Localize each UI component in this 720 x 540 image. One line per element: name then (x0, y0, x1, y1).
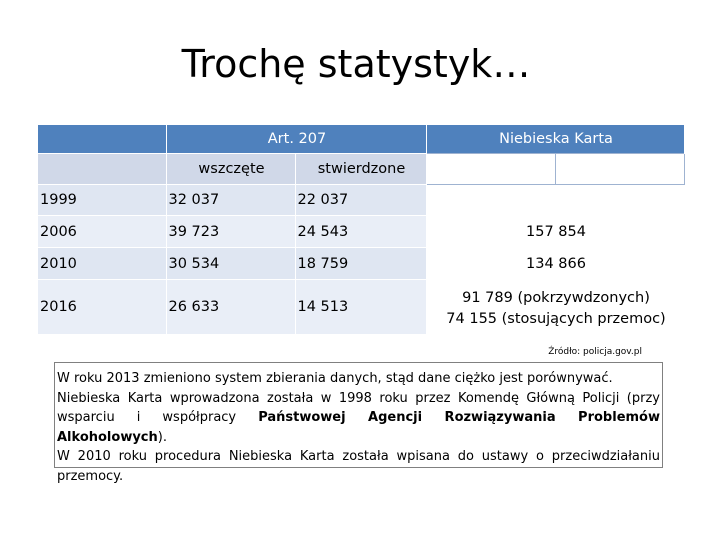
note-text: ). (157, 429, 167, 445)
note-bold-text: Państwowej Agencji Rozwiązywania Problemów Alkoholowych (57, 410, 660, 445)
wszczete-cell: 32 037 (166, 185, 295, 216)
stwierdzone-cell: 18 759 (295, 248, 426, 280)
wszczete-cell: 26 633 (166, 280, 295, 335)
year-cell: 2016 (38, 280, 166, 335)
table-row (38, 216, 684, 248)
niebieska-karta-line: 74 155 (stosujących przemoc) (446, 311, 666, 327)
table-row (38, 280, 684, 335)
note-paragraph: W roku 2013 zmieniono system zbierania danych, stąd dane ciężko jest porównywać. (57, 371, 613, 386)
header-empty-cell (38, 125, 166, 154)
table-row (38, 248, 684, 280)
table-row (38, 185, 684, 216)
niebieska-karta-line: 91 789 (pokrzywdzonych) (462, 290, 650, 306)
subheader-blank-cell (555, 154, 684, 185)
wszczete-cell: 39 723 (166, 216, 295, 248)
table-subheader-row (38, 154, 684, 185)
year-cell: 1999 (38, 185, 166, 216)
wszczete-cell: 30 534 (166, 248, 295, 280)
niebieska-karta-cell (426, 280, 684, 335)
stwierdzone-cell: 22 037 (295, 185, 426, 216)
header-art207: Art. 207 (166, 125, 426, 154)
note-paragraph: W 2010 roku procedura Niebieska Karta została wpisana do ustawy o przeciwdziałaniu przemocy. (57, 449, 660, 484)
niebieska-karta-cell: 157 854 (426, 216, 684, 248)
niebieska-karta-cell (426, 185, 684, 216)
stwierdzone-cell: 24 543 (295, 216, 426, 248)
page-title: Trochę statystyk… (181, 42, 531, 86)
subheader-blank-cell (426, 154, 555, 185)
year-cell: 2006 (38, 216, 166, 248)
statistics-table (38, 125, 685, 334)
stwierdzone-cell: 14 513 (295, 280, 426, 335)
subheader-stwierdzone: stwierdzone (295, 154, 426, 185)
subheader-wszczete: wszczęte (166, 154, 295, 185)
notes-textbox (54, 362, 663, 484)
niebieska-karta-cell: 134 866 (426, 248, 684, 280)
source-note: Źródło: policja.gov.pl (548, 347, 642, 357)
table-header-row (38, 125, 684, 154)
header-niebieska-karta: Niebieska Karta (426, 125, 684, 154)
note-text: Niebieska Karta wprowadzona została w 1998 roku przez Komendę Główną Policji (przy wsparciu i współpracy (57, 390, 660, 426)
subheader-empty-cell (38, 154, 166, 185)
year-cell: 2010 (38, 248, 166, 280)
note-paragraph (57, 389, 660, 448)
